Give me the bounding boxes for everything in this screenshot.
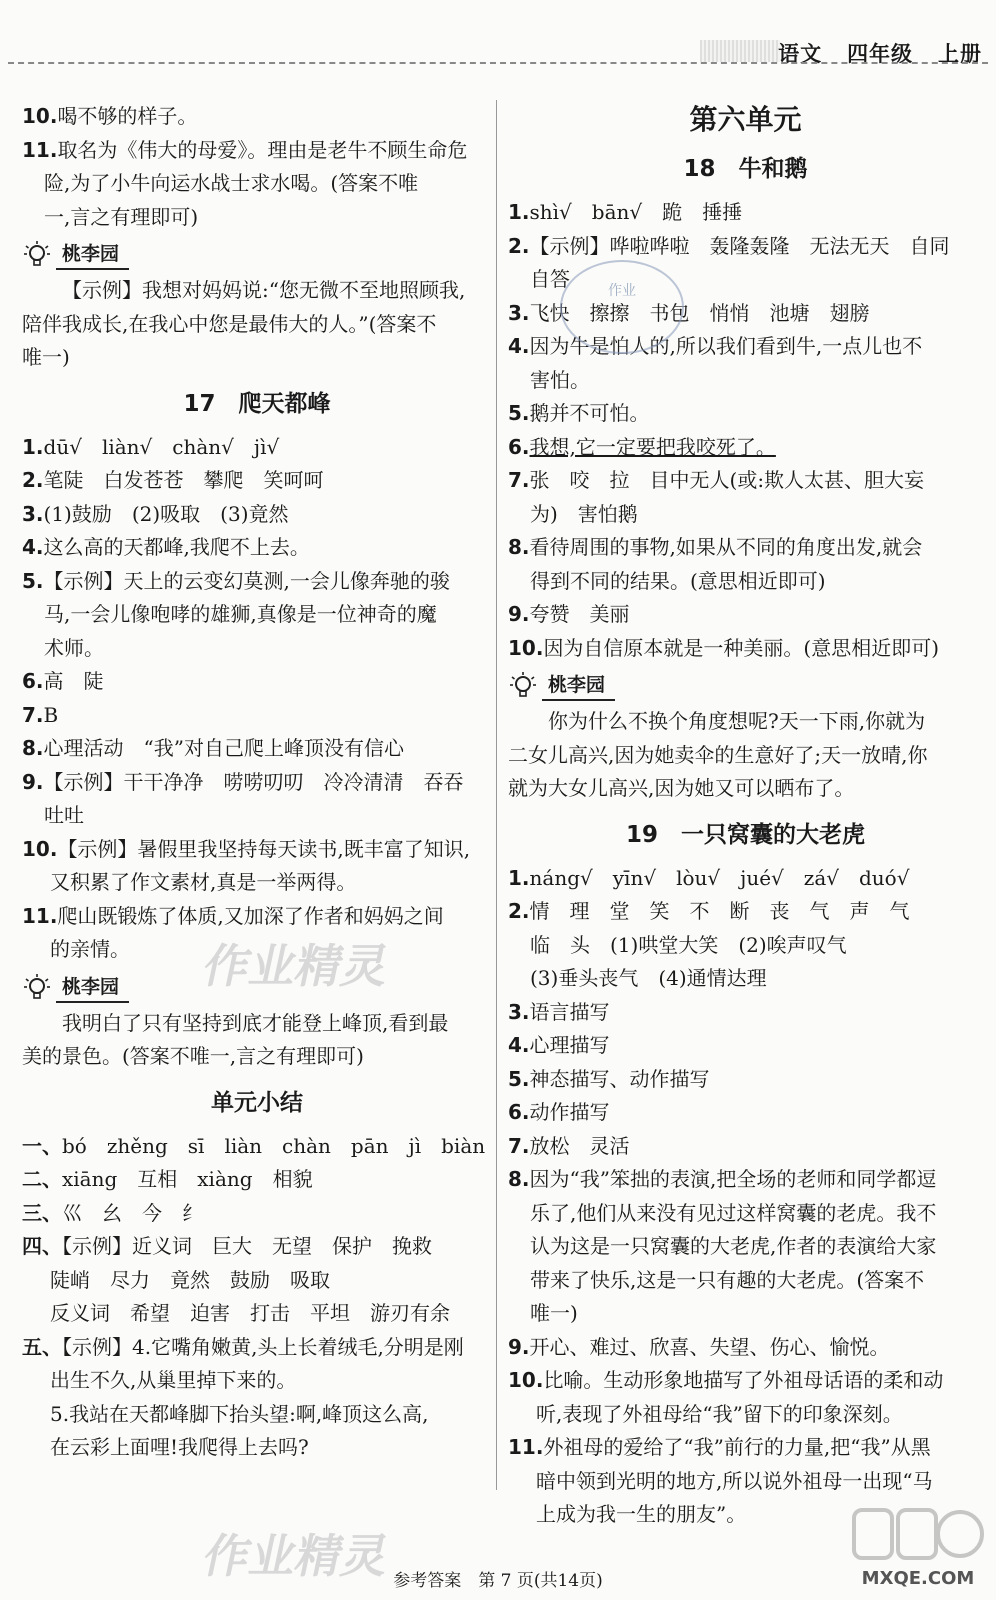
watermark-2: 作业精灵 [198, 1529, 395, 1583]
answer-text: 乐了,他们从来没有见过这样窝囊的老虎。我不 [530, 1200, 937, 1225]
answer-text: 笔陡 白发苍苍 攀爬 笑呵呵 [43, 468, 324, 492]
lightbulb-icon [22, 240, 52, 270]
item-number: 6. [22, 669, 44, 693]
answer-line [22, 1230, 492, 1264]
answer-line [22, 732, 492, 766]
answer-text: 得到不同的结果。(意思相近即可) [530, 568, 826, 593]
answer-text: shì√ bān√ 跪 捶捶 [529, 200, 743, 224]
answer-text: 陡峭 尽力 竟然 鼓励 吸取 [50, 1267, 330, 1292]
item-number: 3. [508, 999, 530, 1024]
answer-line [22, 799, 492, 833]
page-header [0, 0, 996, 68]
paragraph-text: 我明白了只有坚持到底才能登上峰顶,看到最 [62, 1010, 449, 1035]
answer-line [508, 1331, 983, 1365]
answer-text: 带来了快乐,这是一只有趣的大老虎。(答案不 [530, 1267, 925, 1292]
answer-text: 我想,它一定要把我咬死了。 [529, 434, 776, 459]
answer-line [508, 1264, 983, 1298]
left-column [22, 100, 492, 1465]
column-divider [496, 100, 497, 1490]
answer-line [22, 1431, 492, 1465]
answer-line [508, 862, 983, 896]
stamp-text: 作业 [608, 283, 636, 299]
answer-line [508, 196, 983, 230]
item-number: 7. [22, 702, 44, 727]
answer-text: 二女儿高兴,因为她卖伞的生意好了;天一放晴,你 [508, 742, 928, 767]
answer-text: 【示例】干干净净 唠唠叨叨 冷冷清清 吞吞 [43, 769, 464, 794]
answer-text: 5.我站在天都峰脚下抬头望:啊,峰顶这么高, [50, 1401, 429, 1426]
section-title: 18 牛和鹅 [683, 156, 808, 182]
answer-text: xiāng 互相 xiàng 相貌 [62, 1167, 313, 1191]
answer-line [22, 167, 492, 201]
answer-line [508, 1230, 983, 1264]
item-number: 10. [508, 635, 544, 660]
stamp-mark [560, 260, 684, 354]
header-shade [700, 40, 780, 62]
item-number: 1. [508, 865, 530, 890]
answer-text: 外祖母的爱给了“我”前行的力量,把“我”从黑 [543, 1435, 931, 1459]
answer-text: 夸赞 美丽 [529, 602, 630, 626]
answer-text: 术师。 [44, 635, 104, 660]
answer-line [22, 1297, 492, 1331]
answer-text: 比喻。生动形象地描写了外祖母话语的柔和动 [543, 1368, 944, 1392]
answer-line [508, 1465, 983, 1499]
answer-text: 这么高的天都峰,我爬不上去。 [43, 535, 310, 559]
site-logo-text: MXQE.COM [861, 1568, 975, 1589]
taoliyuan-label: 桃李园 [56, 973, 129, 1003]
answer-line [508, 739, 983, 773]
answer-text: 取名为《伟大的母爱》。理由是老牛不顾生命危 [57, 137, 468, 162]
answer-text: 害怕。 [530, 367, 590, 392]
item-number: 3. [22, 501, 44, 526]
answer-text: 为) 害怕鹅 [530, 501, 638, 526]
item-number: 2. [508, 233, 530, 258]
answer-text: 认为这是一只窝囊的大老虎,作者的表演给大家 [530, 1234, 937, 1258]
answer-line [22, 341, 492, 375]
section-title: 19 一只窝囊的大老虎 [625, 821, 865, 848]
answer-line [508, 431, 983, 465]
answer-line [508, 772, 983, 806]
item-number: 6. [508, 1100, 530, 1124]
header-grade: 四年级 [847, 42, 914, 66]
answer-text: 一,言之有理即可) [44, 204, 199, 229]
answer-text: 鹅并不可怕。 [529, 401, 650, 425]
answer-text: 因为牛是怕人的,所以我们看到牛,一点儿也不 [529, 334, 923, 358]
answer-text: 陪伴我成长,在我心中您是最伟大的人。”(答案不 [22, 311, 437, 336]
section-title: 单元小结 [211, 1089, 303, 1116]
item-number: 1. [22, 434, 44, 459]
item-number: 4. [22, 535, 44, 559]
paragraph-text: 你为什么不换个角度想呢?天一下雨,你就为 [548, 709, 926, 733]
item-number: 9. [22, 769, 44, 794]
answer-text: 的亲情。 [50, 937, 130, 961]
answer-line [22, 431, 492, 465]
answer-text: 心理活动 “我”对自己爬上峰顶没有信心 [43, 736, 404, 760]
unit-title: 第六单元 [689, 103, 802, 136]
answer-line [508, 1130, 983, 1164]
answer-line [508, 1197, 983, 1231]
taoliyuan-badge [508, 669, 983, 703]
answer-text: 险,为了小牛向运水战士求水喝。(答案不唯 [44, 171, 419, 195]
answer-text: 自答 [530, 267, 570, 291]
taoliyuan-label: 桃李园 [56, 240, 129, 270]
item-number: 4. [508, 1033, 530, 1057]
answer-text: 看待周围的事物,如果从不同的角度出发,就会 [529, 535, 923, 559]
answer-text: B [43, 702, 59, 727]
answer-text: 喝不够的样子。 [57, 104, 198, 128]
answer-text: 爬山既锻炼了体质,又加深了作者和妈妈之间 [57, 903, 444, 928]
answer-line [22, 201, 492, 235]
item-number: 7. [508, 1133, 530, 1158]
item-number: 3. [508, 300, 530, 325]
item-number: 11. [22, 903, 58, 928]
answer-line [508, 598, 983, 632]
header-volume: 上册 [938, 42, 982, 66]
item-number: 五、 [22, 1334, 62, 1359]
answer-line [508, 397, 983, 431]
answer-line [22, 100, 492, 134]
lightbulb-icon [22, 973, 52, 1003]
answer-line [22, 531, 492, 565]
page-footer: 参考答案 第 7 页(共14页) [393, 1571, 603, 1591]
answer-text: 高 陡 [43, 669, 104, 693]
answer-line [508, 1096, 983, 1130]
answer-text: dū√ liàn√ chàn√ jì√ [43, 434, 280, 459]
answer-line [22, 1163, 492, 1197]
answer-text: 【示例】4.它嘴角嫩黄,头上长着绒毛,分明是刚 [62, 1334, 464, 1359]
answer-line [508, 895, 983, 929]
answer-line [508, 929, 983, 963]
item-number: 11. [22, 137, 58, 162]
answer-text: 听,表现了外祖母给“我”留下的印象深刻。 [536, 1401, 903, 1426]
answer-line [508, 364, 983, 398]
answer-text: 吐吐 [44, 803, 84, 827]
item-number: 5. [508, 1066, 530, 1091]
answer-line [22, 1398, 492, 1432]
answer-line [22, 565, 492, 599]
answer-line [508, 1163, 983, 1197]
answer-text: 唯一) [22, 345, 70, 369]
answer-text: 巛 幺 今 纟 [62, 1200, 202, 1225]
answer-text: 张 咬 拉 目中无人(或:欺人太甚、胆大妄 [529, 468, 925, 492]
answer-line [22, 1364, 492, 1398]
item-number: 5. [508, 401, 530, 425]
answer-line [22, 632, 492, 666]
answer-line [508, 1431, 983, 1465]
item-number: 10. [22, 104, 58, 128]
answer-line [22, 498, 492, 532]
item-number: 1. [508, 200, 530, 224]
header-subject: 语文 [778, 42, 823, 66]
answer-line [22, 699, 492, 733]
answer-text: 因为自信原本就是一种美丽。(意思相近即可) [543, 635, 940, 660]
answer-line [508, 565, 983, 599]
answer-text: 出生不久,从巢里掉下来的。 [50, 1368, 297, 1392]
answer-text: 反义词 希望 迫害 打击 平坦 游刃有余 [50, 1301, 450, 1325]
watermark-1: 作业精灵 [198, 939, 395, 993]
item-number: 6. [508, 434, 530, 459]
answer-text: bó zhěng sī liàn chàn pān jì biàn [62, 1133, 486, 1158]
item-number: 三、 [22, 1200, 62, 1225]
answer-line [22, 464, 492, 498]
item-number: 8. [508, 1167, 530, 1191]
answer-line [508, 498, 983, 532]
item-number: 9. [508, 602, 530, 626]
item-number: 四、 [22, 1234, 62, 1258]
answer-text: 就为大女儿高兴,因为她又可以晒布了。 [508, 776, 855, 800]
answer-line [508, 996, 983, 1030]
item-number: 一、 [22, 1133, 62, 1158]
answer-text: 神态描写、动作描写 [529, 1066, 710, 1091]
answer-text: 又积累了作文素材,真是一举两得。 [50, 870, 357, 894]
answer-line [22, 1130, 492, 1164]
answer-text: 暗中领到光明的地方,所以说外祖母一出现“马 [536, 1468, 933, 1493]
answer-line [508, 1063, 983, 1097]
item-number: 10. [508, 1368, 544, 1392]
answer-line [508, 1029, 983, 1063]
answer-text: 开心、难过、欣喜、失望、伤心、愉悦。 [529, 1334, 890, 1359]
answer-line [508, 464, 983, 498]
answer-text: 放松 灵活 [529, 1133, 630, 1158]
answer-text: 语言描写 [529, 999, 610, 1024]
answer-text: 心理描写 [529, 1033, 610, 1057]
answer-line [22, 900, 492, 934]
item-number: 2. [22, 468, 44, 492]
answer-text: 临 头 (1)哄堂大笑 (2)唉声叹气 [530, 932, 847, 957]
answer-text: 【示例】哗啦哗啦 轰隆轰隆 无法无天 自同 [529, 233, 950, 258]
answer-line [508, 1364, 983, 1398]
paragraph-text: 【示例】我想对妈妈说:“您无微不至地照顾我, [62, 278, 466, 302]
answer-text: 【示例】近义词 巨大 无望 保护 挽救 [62, 1234, 432, 1258]
answer-line [22, 1264, 492, 1298]
lightbulb-icon [508, 671, 538, 701]
answer-line [22, 665, 492, 699]
answer-line [508, 962, 983, 996]
answer-text: (1)鼓励 (2)吸取 (3)竟然 [43, 501, 289, 526]
answer-text: 【示例】天上的云变幻莫测,一会儿像奔驰的骏 [43, 568, 450, 593]
item-number: 2. [508, 899, 530, 923]
answer-line [22, 833, 492, 867]
answer-line [22, 598, 492, 632]
answer-text: 上成为我一生的朋友”。 [536, 1502, 747, 1526]
answer-text: 因为“我”笨拙的表演,把全场的老师和同学都逗 [529, 1167, 937, 1191]
answer-line [508, 531, 983, 565]
answer-line [22, 308, 492, 342]
item-number: 5. [22, 568, 44, 593]
taoliyuan-label: 桃李园 [542, 671, 615, 701]
answer-line [22, 1040, 492, 1074]
item-number: 9. [508, 1334, 530, 1359]
answer-text: (3)垂头丧气 (4)通情达理 [530, 966, 767, 990]
item-number: 7. [508, 468, 530, 492]
answer-text: 在云彩上面哩!我爬得上去吗? [50, 1435, 309, 1459]
item-number: 8. [22, 736, 44, 760]
item-number: 11. [508, 1435, 544, 1459]
answer-line [508, 1297, 983, 1331]
answer-line [508, 632, 983, 666]
taoliyuan-badge [22, 238, 492, 272]
answer-text: 唯一) [530, 1301, 578, 1325]
answer-text: náng√ yīn√ lòu√ jué√ zá√ duó√ [529, 865, 910, 890]
item-number: 4. [508, 334, 530, 358]
header-dashed-rule [8, 62, 988, 64]
answer-text: 动作描写 [529, 1100, 610, 1124]
answer-line [22, 1331, 492, 1365]
answer-text: 情 理 堂 笑 不 断 丧 气 声 气 [529, 899, 910, 923]
answer-text: 【示例】暑假里我坚持每天读书,既丰富了知识, [57, 836, 471, 861]
answer-line [508, 230, 983, 264]
answer-line [22, 1197, 492, 1231]
answer-line [22, 134, 492, 168]
answer-line [22, 766, 492, 800]
item-number: 二、 [22, 1167, 62, 1191]
item-number: 10. [22, 836, 58, 861]
answer-line [22, 866, 492, 900]
answer-text: 美的景色。(答案不唯一,言之有理即可) [22, 1044, 364, 1068]
answer-text: 马,一会儿像咆哮的雄狮,真像是一位神奇的魔 [44, 602, 437, 626]
item-number: 8. [508, 535, 530, 559]
answer-line [508, 1398, 983, 1432]
answer-text: 飞快 擦擦 书包 悄悄 池塘 翅膀 [529, 300, 870, 325]
section-title: 17 爬天都峰 [183, 390, 331, 417]
